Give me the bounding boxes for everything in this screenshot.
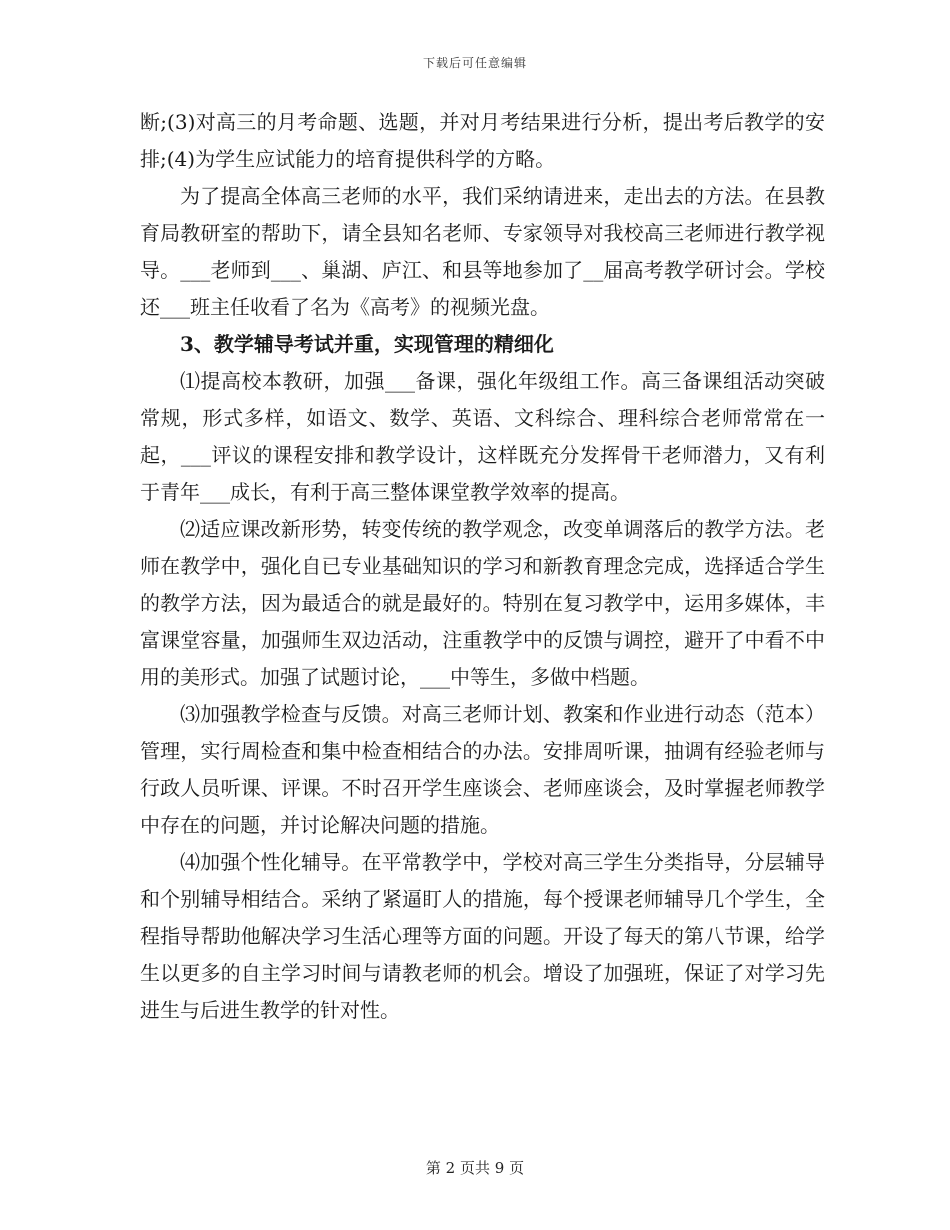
paragraph-item-4: ⑷加强个性化辅导。在平常教学中，学校对高三学生分类指导，分层辅导和个别辅导相结合。采纳了紧逼盯人的措施，每个授课老师辅导几个学生，全程指导帮助他解决学习生活心理等方面的问题。开设了每天的第八节课，给学生以更多的自主学习时间与请教老师的机会。增设了加强班，保证了对学习先进生与后进生教学的针对性。: [140, 850, 825, 1022]
page-footer: 第 2 页共 9 页: [425, 1159, 525, 1177]
document-body: [140, 104, 825, 1029]
paragraph-item-3: ⑶加强教学检查与反馈。对高三老师计划、教案和作业进行动态（范本）管理，实行周检查和集中检查相结合的办法。安排周听课，抽调有经验老师与行政人员听课、评课。不时召开学生座谈会、老师座谈会，及时掌握老师教学中存在的问题，并讨论解决问题的措施。: [140, 702, 825, 837]
paragraph-continuation: 断;(3)对高三的月考命题、选题，并对月考结果进行分析，提出考后教学的安排;(4)为学生应试能力的培育提供科学的方略。: [140, 110, 825, 171]
paragraph-item-1: ⑴提高校本教研，加强___备课，强化年级组工作。高三备课组活动突破常规，形式多样，如语文、数学、英语、文科综合、理科综合老师常常在一起，___评议的课程安排和教学设计，这样既充分发挥骨干老师潜力，又有利于青年___成长，有利于高三整体课堂教学效率的提高。: [140, 369, 825, 504]
page-header: 下载后可任意编辑: [422, 56, 527, 70]
section-heading: 3、教学辅导考试并重，实现管理的精细化: [180, 332, 554, 356]
paragraph-item-2: ⑵适应课改新形势，转变传统的教学观念，改变单调落后的教学方法。老师在教学中，强化自已专业基础知识的学习和新教育理念完成，选择适合学生的教学方法，因为最适合的就是最好的。特别在复习教学中，运用多媒体，丰富课堂容量，加强师生双边活动，注重教学中的反馈与调控，避开了中看不中用的美形式。加强了试题讨论，___中等生，多做中档题。: [140, 517, 825, 689]
paragraph-training-methods: 为了提高全体高三老师的水平，我们采纳请进来，走出去的方法。在县教育局教研室的帮助下，请全县知名老师、专家领导对我校高三老师进行教学视导。___老师到___、巢湖、庐江、和县等地参加了__届高考教学研讨会。学校还___班主任收看了名为《高考》的视频光盘。: [140, 184, 825, 319]
